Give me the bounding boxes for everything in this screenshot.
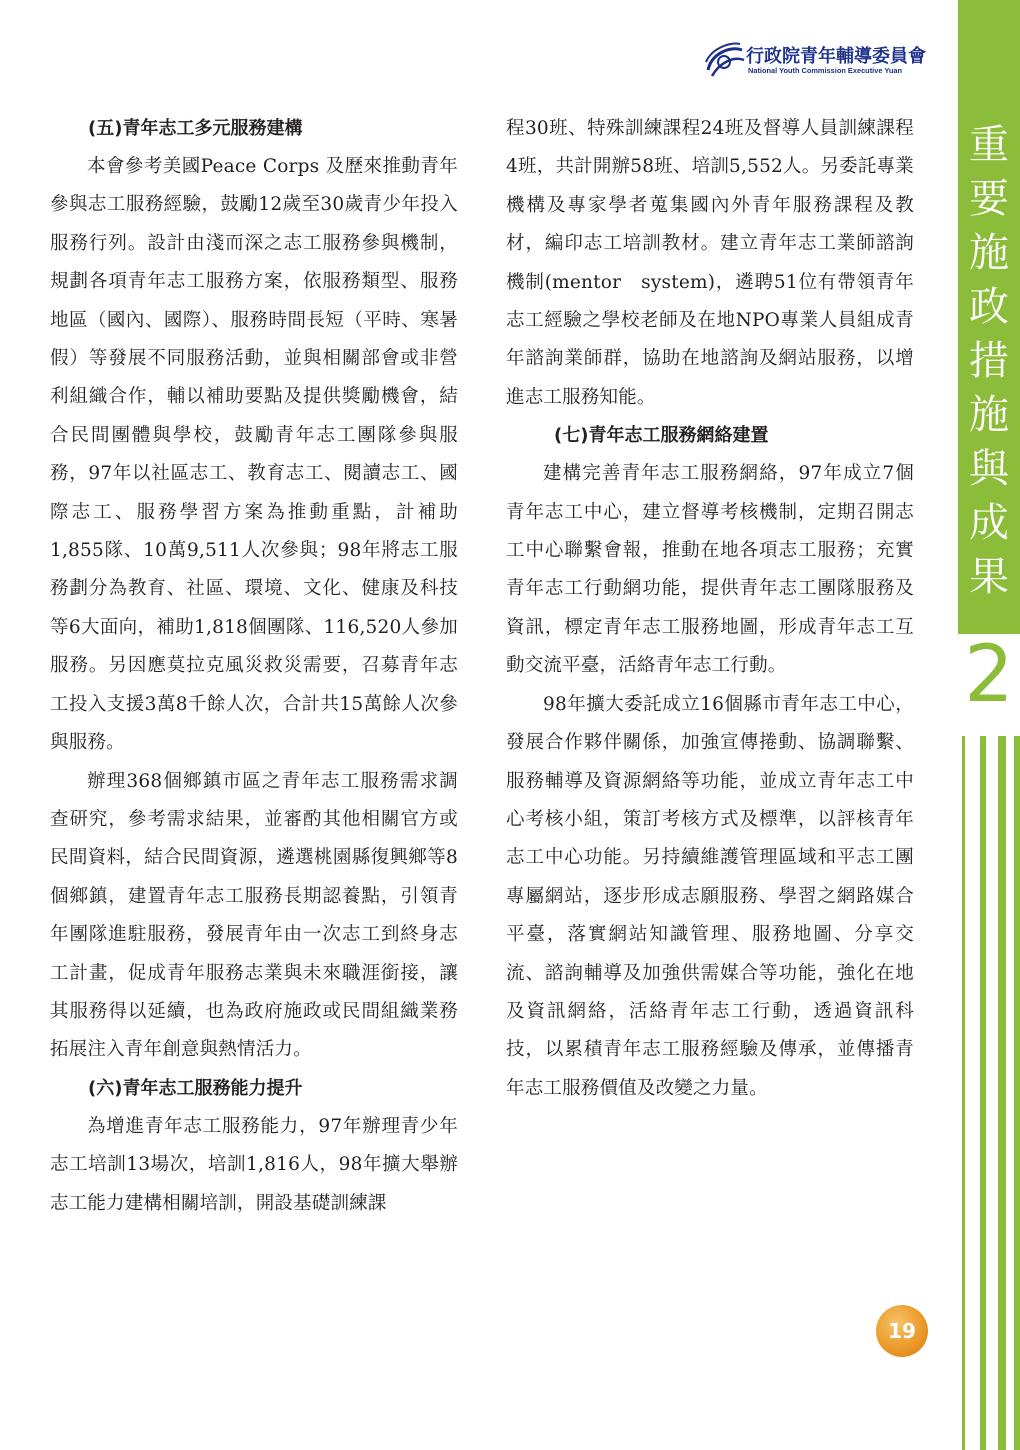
chapter-title-char: 要 [969, 176, 1009, 222]
paragraph-volunteer-centers: 98年擴大委託成立16個縣市青年志工中心，發展合作夥伴關係，加強宣傳捲動、協調聯繫、服務輔導及資源網絡等功能，並成立青年志工中心考核小組，策訂考核方式及標準，以評核青年志工中心功能。另持續維護管理區域和平志工團專屬網站，逐步形成志願服務、學習之網路媒合平臺，落實網站知識管理、服務地圖、分享交流、諮詢輔導及加強供需媒合等功能，強化在地及資訊網絡，活絡青年志工行動，透過資訊科技，以累積青年志工服務經驗及傳承，並傳播青年志工服務價值及改變之力量。 [506, 693, 914, 1099]
org-name-en: National Youth Commission Executive Yuan [748, 66, 903, 75]
section-heading-5: (五)青年志工多元服務建構 [88, 118, 303, 139]
page-number-badge [876, 1305, 928, 1357]
chapter-title-char: 果 [969, 554, 1009, 600]
decorative-side-lines [960, 736, 1020, 1450]
chapter-title-vertical [958, 118, 1020, 604]
chapter-title-char: 措 [969, 338, 1009, 384]
chapter-side-tab [958, 0, 1020, 634]
paragraph-capacity-building-continued: 程30班、特殊訓練課程24班及督導人員訓練課程4班，共計開辦58班、培訓5,552人。另委託專業機構及專家學者蒐集國內外青年服務課程及教材，編印志工培訓教材。建立青年志工業師諮詢機制(mentor system)，遴聘51位有帶領青年志工經驗之學校老師及在地NPO專業人員組成青年諮詢業師群，協助在地諮詢及網站服務，以增進志工服務知能。 [506, 118, 914, 408]
page-number: 19 [888, 1319, 916, 1343]
paragraph-network-building: 建構完善青年志工服務網絡，97年成立7個青年志工中心，建立督導考核機制，定期召開志工中心聯繫會報，推動在地各項志工服務；充實青年志工行動網功能，提供青年志工團隊服務及資訊，標定青年志工服務地圖，形成青年志工互動交流平臺，活絡青年志工行動。 [506, 463, 914, 677]
paragraph-capacity-building: 為增進青年志工服務能力，97年辦理青少年志工培訓13場次，培訓1,816人，98年擴大舉辦志工能力建構相關培訓，開設基礎訓練課 [50, 1115, 458, 1214]
section-heading-6: (六)青年志工服務能力提升 [88, 1077, 303, 1099]
paragraph-volunteer-services: 本會參考美國Peace Corps 及歷來推動青年參與志工服務經驗，鼓勵12歲至30歲青少年投入服務行列。設計由淺而深之志工服務參與機制，規劃各項青年志工服務方案，依服務類型、服務地區（國內、國際）、服務時間長短（平時、寒暑假）等發展不同服務活動，並與相關部會或非營利組織合作，輔以補助要點及提供獎勵機會，結合民間團體與學校，鼓勵青年志工團隊參與服務，97年以社區志工、教育志工、閱讀志工、國際志工、服務學習方案為推動重點，計補助1,855隊、10萬9,511人次參與；98年將志工服務劃分為教育、社區、環境、文化、健康及科技等6大面向，補助1,818個團隊、116,520人參加服務。另因應莫拉克風災救災需要，召募青年志工投入支援3萬8千餘人次，合計共15萬餘人次參與服務。 [50, 156, 458, 754]
chapter-title-char: 成 [969, 500, 1009, 546]
chapter-title-char: 施 [969, 392, 1009, 438]
chapter-title-char: 施 [969, 230, 1009, 276]
chapter-title-char: 與 [969, 446, 1009, 492]
org-name: 行政院青年輔導委員會 [746, 46, 926, 67]
commission-logo-icon [702, 40, 746, 80]
left-column [50, 110, 458, 1223]
section-heading-7: (七)青年志工服務網絡建置 [554, 425, 769, 447]
right-column [506, 110, 914, 1108]
header-logo [702, 38, 942, 82]
chapter-number: 2 [964, 630, 1014, 720]
chapter-title-char: 重 [969, 122, 1009, 168]
paragraph-needs-survey: 辦理368個鄉鎮市區之青年志工服務需求調查研究，參考需求結果，並審酌其他相關官方或民間資料，結合民間資源，遴選桃園縣復興鄉等8個鄉鎮，建置青年志工服務長期認養點，引領青年團隊進駐服務，發展青年由一次志工到終身志工計畫，促成青年服務志業與未來職涯銜接，讓其服務得以延續，也為政府施政或民間組織業務拓展注入青年創意與熱情活力。 [50, 770, 458, 1061]
chapter-title-char: 政 [969, 284, 1009, 330]
